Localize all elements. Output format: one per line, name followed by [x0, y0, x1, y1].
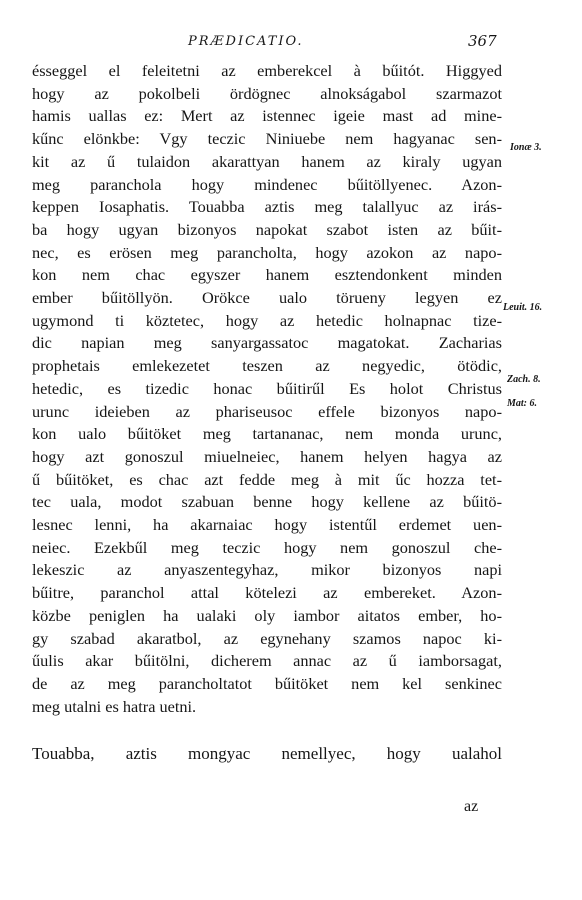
text-line: gy szabad akaratbol, az egynehany szamos napoc ki-	[32, 628, 502, 648]
text-line: ugymond ti köztetec, hogy az hetedic holnapnac tize-	[32, 310, 502, 330]
text-line: hogy azt gonoszul miuelneiec, hanem helyen hagya az	[32, 446, 502, 466]
text-line: kit az ű tulaidon akarattyan hanem az kiraly ugyan	[32, 151, 502, 171]
text-line: kon ualo bűitöket meg tartananac, nem monda urunc,	[32, 424, 502, 444]
text-line: de az meg parancholtatot bűitöket nem kel senkinec	[32, 673, 502, 693]
text-line: dic napian meg sanyargassatoc magatokat. Zacharias	[32, 333, 502, 353]
running-head: PRÆDICATIO.	[188, 34, 304, 49]
text-line: tec uala, modot szabuan benne hogy kellene az bűitö-	[32, 492, 502, 512]
text-line: ű bűitöket, es chac azt fedde meg à mit űc hozza tet-	[32, 469, 502, 489]
text-line: bűitre, paranchol attal kötelezi az embereket. Azon-	[32, 583, 502, 603]
text-line: meg utalni es hatra uetni.	[32, 696, 197, 716]
page-number: 367	[468, 32, 497, 50]
margin-note: Mat: 6.	[507, 398, 537, 409]
text-line: kűnc elönkbe: Vgy teczic Niniuebe nem hagyanac sen-	[32, 129, 502, 149]
text-line: prophetais emlekezetet teszen az negyedic, ötödic,	[32, 356, 502, 376]
paragraph-opening-line: Touabba, aztis mongyac nemellyec, hogy ualahol	[32, 744, 502, 764]
text-line: neiec. Ezekbűl meg teczic hogy nem gonoszul che-	[32, 537, 502, 557]
text-line: urunc ideieben az phariseusoc effele bizonyos napo-	[32, 401, 502, 421]
margin-note: Ionæ 3.	[510, 142, 542, 153]
text-line: lesnec lenni, ha akarnaiac hogy istentűl erdemet uen-	[32, 515, 502, 535]
text-line: közbe peniglen ha ualaki oly iambor aitatos ember, ho-	[32, 605, 502, 625]
text-line: űulis akar bűitölni, dicherem annac az ű iamborsagat,	[32, 651, 502, 671]
text-line: lekeszic az anyaszentegyhaz, mikor bizonyos napi	[32, 560, 502, 580]
text-line: kon nem chac egyszer hanem esztendonkent minden	[32, 265, 502, 285]
paragraph-gap	[32, 718, 502, 743]
catchword: az	[464, 798, 479, 815]
text-line: meg paranchola hogy mindenec bűitöllyenec. Azon-	[32, 174, 502, 194]
margin-note: Leuit. 16.	[503, 302, 543, 313]
text-line: nec, es erösen meg parancholta, hogy azokon az napo-	[32, 242, 502, 262]
text-line: ba hogy ugyan bizonyos napokat szabot isten az bűit-	[32, 219, 502, 239]
margin-note: Zach. 8.	[507, 374, 541, 385]
body-text	[32, 60, 502, 766]
text-line: keppen Iosaphatis. Touabba aztis meg talallyuc az irás-	[32, 197, 502, 217]
text-line: hamis uallas ez: Mert az istennec igeie mast ad mine-	[32, 106, 502, 126]
text-line: ésseggel el feleitetni az emberekcel à bűitót. Higgyed	[32, 61, 502, 80]
text-line: hetedic, es tizedic honac bűitirűl Es holot Christus	[32, 378, 502, 398]
text-line: hogy az pokolbeli ördögnec alnokságabol szarmazot	[32, 83, 502, 103]
text-line: ember bűitöllyön. Orökce ualo törueny legyen ez	[32, 288, 502, 308]
